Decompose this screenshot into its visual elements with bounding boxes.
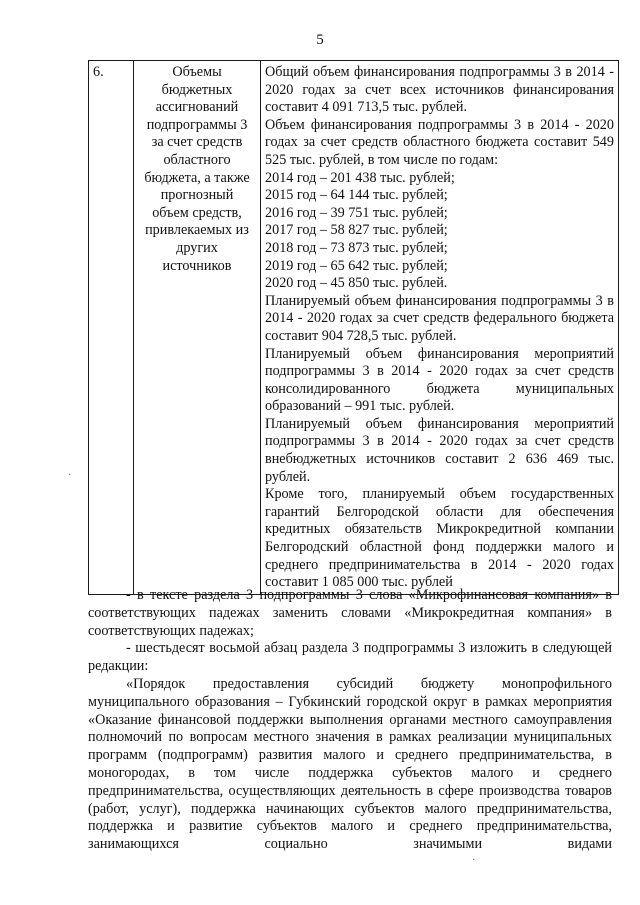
- year-amount-line: 2019 год – 65 642 тыс. рублей;: [265, 257, 448, 274]
- label-line: бюджета, а также: [144, 169, 250, 186]
- row-content-cell: [261, 61, 619, 595]
- year-amount-line: 2018 год – 73 873 тыс. рублей;: [265, 239, 448, 256]
- label-line: других: [176, 239, 218, 256]
- scan-mark: ·: [472, 855, 476, 866]
- total-financing-paragraph: Общий объем финансирования подпрограммы 3 в 2014 - 2020 годах за счет всех источников финансирования составит 4 091 713,5 тыс. рублей.: [265, 64, 614, 116]
- year-amount-line: 2020 год – 45 850 тыс. рублей.: [265, 275, 448, 292]
- regional-budget-paragraph: Объем финансирования подпрограммы 3 в 2014 - 2020 годах за счет средств областного бюджета составит 549 525 тыс. рублей, в том числе по годам:: [265, 116, 614, 168]
- year-amount-line: 2014 год – 201 438 тыс. рублей;: [265, 169, 455, 186]
- quoted-paragraph: «Порядок предоставления субсидий бюджету монопрофильного муниципального образования – Губкинский городской округ в рамках мероприятия «Оказание финансовой поддержки выполнения органами местного самоуправления полномочий по вопросам местного значения в рамках реализации муниципальных программ (подпрограмм) развития малого и среднего предпринимательства, в моногородах, в том числе поддержка субъектов малого и среднего предпринимательства, осуществляющих деятельность в сфере производства товаров (работ, услуг), поддержка начинающих субъектов малого предпринимательства, поддержка и развитие субъектов малого и среднего предпринимательства, занимающихся социально значимыми видами: [88, 675, 612, 853]
- amendment-paragraph: - шестьдесят восьмой абзац раздела 3 подпрограммы 3 изложить в следующей редакции:: [88, 640, 612, 675]
- state-guarantees-paragraph: Кроме того, планируемый объем государственных гарантий Белгородской области для обеспечения кредитных обязательств Микрокредитной компании Белгородский областной фонд поддержки малого и среднего предпринимательства в 2014 - 2020 годах составит 1 085 000 тыс. рублей: [265, 486, 614, 591]
- year-amount-line: 2017 год – 58 827 тыс. рублей;: [265, 222, 448, 239]
- page-number: 5: [316, 32, 324, 48]
- label-line: ассигнований: [155, 99, 239, 116]
- municipal-budget-paragraph: Планируемый объем финансирования мероприятий подпрограммы 3 в 2014 - 2020 годах за счет средств консолидированного бюджета муниципальных образований – 991 тыс. рублей.: [265, 345, 614, 415]
- label-line: прогнозный: [160, 187, 234, 204]
- row-number-cell: 6.: [89, 61, 134, 595]
- amendment-paragraph: - в тексте раздела 3 подпрограммы 3 слова «Микрофинансовая компания» в соответствующих падежах заменить словами «Микрокредитная компания» в соответствующих падежах;: [88, 587, 612, 639]
- row-label-cell: [134, 61, 261, 595]
- label-line: подпрограммы 3: [146, 116, 248, 133]
- label-line: областного: [163, 151, 231, 168]
- body-text: [88, 587, 612, 854]
- label-line: бюджетных: [161, 81, 233, 98]
- label-line: источников: [162, 257, 232, 274]
- label-line: привлекаемых из: [145, 222, 249, 239]
- financing-table: [88, 60, 619, 595]
- year-amount-line: 2016 год – 39 751 тыс. рублей;: [265, 204, 448, 221]
- table-row: [89, 61, 619, 595]
- federal-budget-paragraph: Планируемый объем финансирования подпрограммы 3 в 2014 - 2020 годах за счет средств федерального бюджета составит 904 728,5 тыс. рублей.: [265, 292, 614, 344]
- label-line: объем средств,: [152, 204, 242, 221]
- scan-mark: ·: [68, 470, 72, 481]
- extrabudgetary-paragraph: Планируемый объем финансирования мероприятий подпрограммы 3 в 2014 - 2020 годах за счет средств внебюджетных источников составит 2 636 469 тыс. рублей.: [265, 415, 614, 485]
- label-line: Объемы: [172, 64, 222, 80]
- label-line: за счет средств: [151, 134, 243, 151]
- year-amount-line: 2015 год – 64 144 тыс. рублей;: [265, 187, 448, 204]
